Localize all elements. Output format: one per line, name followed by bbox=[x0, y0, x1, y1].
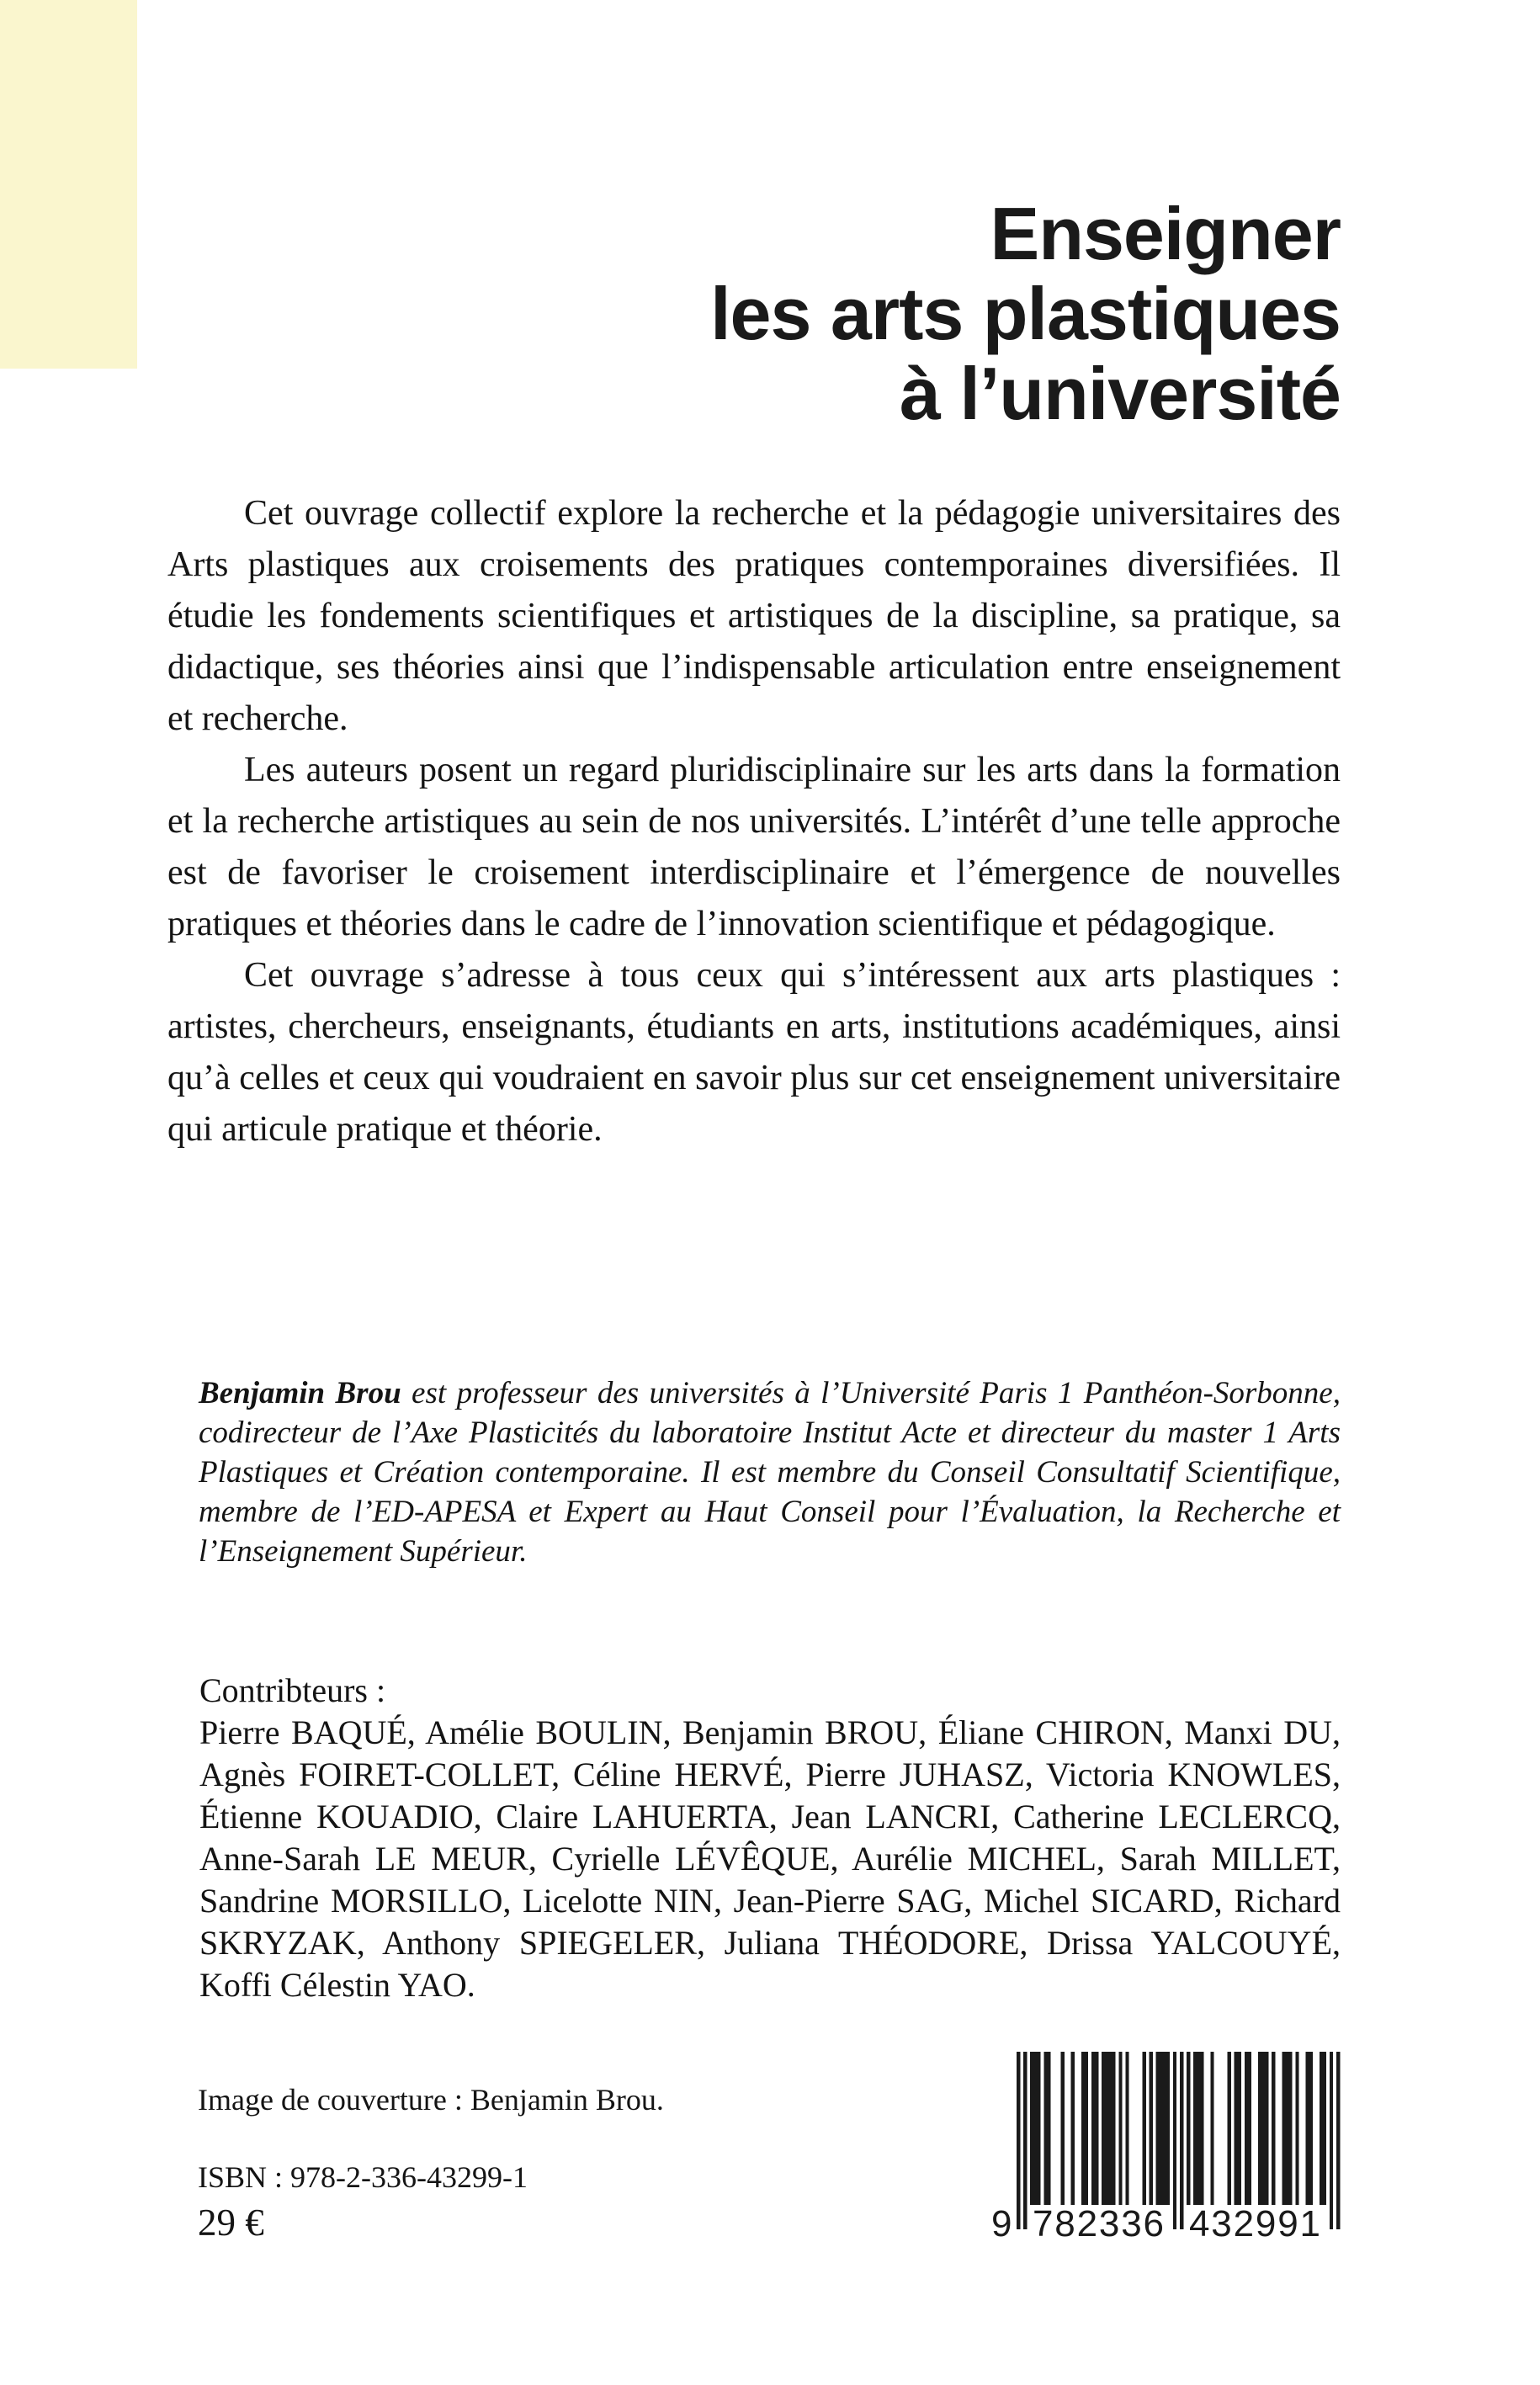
accent-strip bbox=[0, 0, 137, 369]
book-title bbox=[710, 194, 1341, 433]
isbn-text: ISBN : 978-2-336-43299-1 bbox=[198, 2160, 528, 2194]
cover-image-credit: Image de couverture : Benjamin Brou. bbox=[198, 2083, 664, 2117]
author-bio bbox=[199, 1373, 1341, 1571]
author-name: Benjamin Brou bbox=[199, 1376, 401, 1410]
price-text: 29 € bbox=[198, 2202, 264, 2244]
contributors-section bbox=[199, 1670, 1341, 2006]
back-cover-blurb bbox=[167, 488, 1341, 1155]
blurb-paragraph-1: Cet ouvrage collectif explore la recherche et la pédagogie universitaires des Arts plastiques aux croisements des pratiques contemporaines diversifiées. Il étudie les fondements scientifiques et artistiques de la discipline, sa pratique, sa didactique, ses théories ainsi que l’indispensable articulation entre enseignement et recherche. bbox=[167, 494, 1341, 738]
barcode-digit-system: 9 bbox=[991, 2203, 1012, 2244]
author-bio-text: est professeur des universités à l’Université Paris 1 Panthéon-Sorbonne, codirecteur de l’Axe Plasticités du laboratoire Institut Acte et directeur du master 1 Arts Plastiques et Création contemporaine. Il est membre du Conseil Consultatif Scientifique, membre de l’ED-APESA et Expert au Haut Conseil pour l’Évaluation, la Recherche et l’Enseignement Supérieur. bbox=[199, 1376, 1341, 1569]
barcode-digits-right: 432991 bbox=[1189, 2203, 1320, 2244]
barcode-digits-left: 782336 bbox=[1033, 2203, 1164, 2244]
ean13-barcode bbox=[986, 2052, 1340, 2247]
contributors-list: Pierre BAQUÉ, Amélie BOULIN, Benjamin BROU, Éliane CHIRON, Manxi DU, Agnès FOIRET-COLLET, Céline HERVÉ, Pierre JUHASZ, Victoria KNOWLES, Étienne KOUADIO, Claire LAHUERTA, Jean LANCRI, Catherine LECLERCQ, Anne-Sarah LE MEUR, Cyrielle LÉVÊQUE, Aurélie MICHEL, Sarah MILLET, Sandrine MORSILLO, Licelotte NIN, Jean-Pierre SAG, Michel SICARD, Richard SKRYZAK, Anthony SPIEGELER, Juliana THÉODORE, Drissa YALCOUYÉ, Koffi Célestin YAO. bbox=[199, 1713, 1341, 2004]
title-line-1: Enseigner bbox=[990, 192, 1341, 275]
title-line-2: les arts plastiques bbox=[710, 272, 1341, 355]
title-line-3: à l’université bbox=[899, 352, 1341, 435]
blurb-paragraph-3: Cet ouvrage s’adresse à tous ceux qui s’intéressent aux arts plastiques : artistes, chercheurs, enseignants, étudiants en arts, institutions académiques, ainsi qu’à celles et ceux qui voudraient en savoir plus sur cet enseignement universitaire qui articule pratique et théorie. bbox=[167, 956, 1341, 1149]
contributors-heading: Contribteurs : bbox=[199, 1671, 386, 1709]
blurb-paragraph-2: Les auteurs posent un regard pluridisciplinaire sur les arts dans la formation et la recherche artistiques au sein de nos universités. L’intérêt d’une telle approche est de favoriser le croisement interdisciplinaire et l’émergence de nouvelles pratiques et théories dans le cadre de l’innovation scientifique et pédagogique. bbox=[167, 751, 1341, 943]
